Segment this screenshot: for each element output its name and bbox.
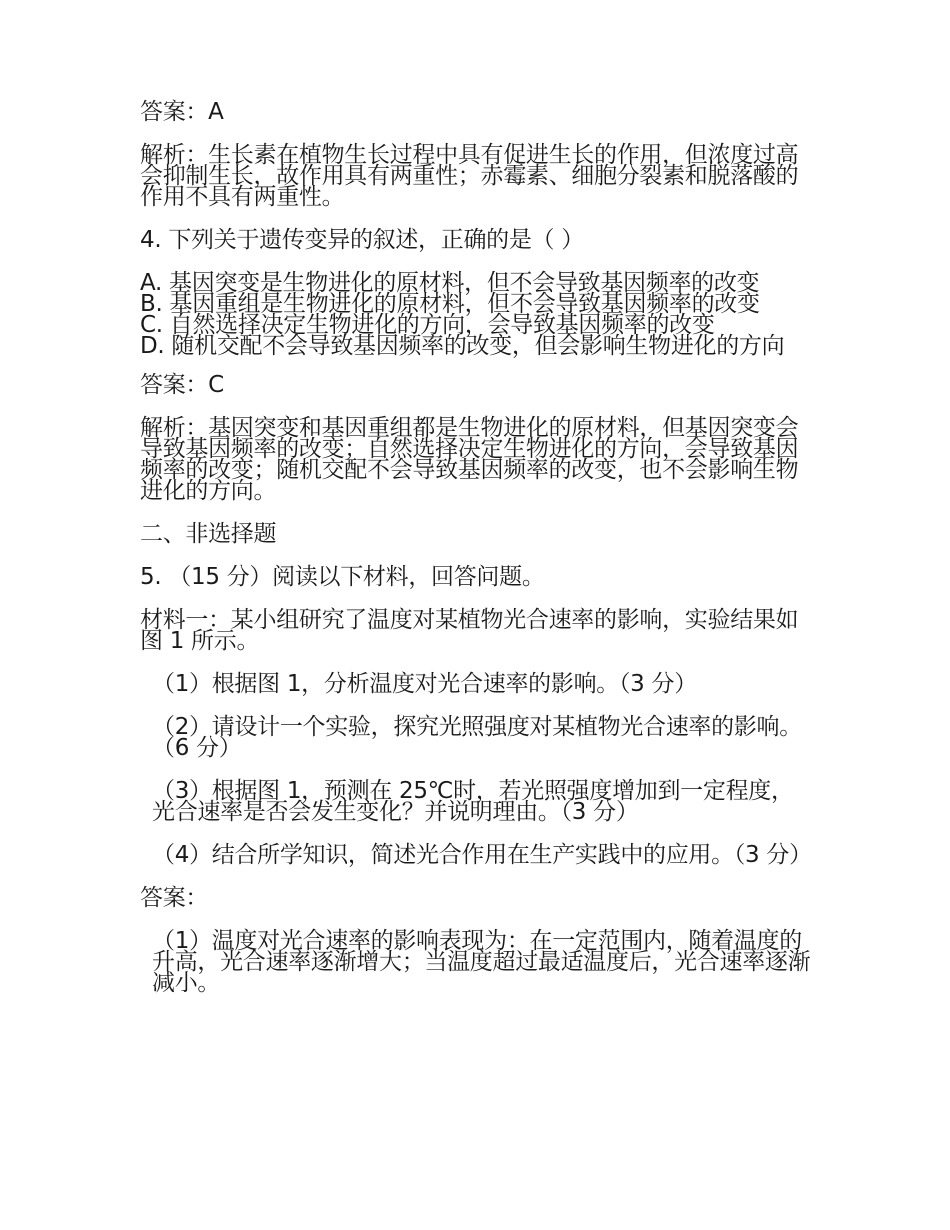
option-a: A. 基因突变是生物进化的原材料，但不会导致基因频率的改变 (140, 270, 760, 296)
subquestion-2: （2）请设计一个实验，探究光照强度对某植物光合速率的影响。（6 分） (152, 714, 802, 761)
analysis-q4: 解析：基因突变和基因重组都是生物进化的原材料，但基因突变会导致基因频率的改变；自然选择决定生物进化的方向，会导致基因频率的改变；随机交配不会导致基因频率的改变，也不会影响生物进化的方向。 (140, 415, 799, 504)
question-4-options (140, 270, 812, 359)
analysis-q3: 解析：生长素在植物生长过程中具有促进生长的作用，但浓度过高会抑制生长，故作用具有两重性；赤霉素、细胞分裂素和脱落酸的作用不具有两重性。 (140, 142, 799, 210)
answer-q5-part-1: （1）温度对光合速率的影响表现为：在一定范围内，随着温度的升高，光合速率逐渐增大；当温度超过最适温度后，光合速率逐渐减小。 (152, 928, 811, 996)
option-d: D. 随机交配不会导致基因频率的改变，但会影响生物进化的方向 (140, 333, 785, 359)
answer-q3: 答案：A (140, 99, 224, 125)
subquestion-1: （1）根据图 1，分析温度对光合速率的影响。（3 分） (152, 671, 697, 697)
answer-q4: 答案：C (140, 372, 224, 398)
question-5-material: 材料一：某小组研究了温度对某植物光合速率的影响，实验结果如图 1 所示。 (140, 607, 799, 654)
subquestion-4: （4）结合所学知识，简述光合作用在生产实践中的应用。（3 分） (152, 842, 812, 868)
page-content (140, 99, 812, 1016)
answer-label-q5: 答案： (140, 885, 209, 911)
question-5-stem: 5. （15 分）阅读以下材料，回答问题。 (140, 564, 545, 590)
question-4-stem: 4. 下列关于遗传变异的叙述，正确的是（ ） (140, 227, 584, 253)
subquestion-3: （3）根据图 1，预测在 25℃时，若光照强度增加到一定程度，光合速率是否会发生变化？并说明理由。（3 分） (152, 778, 794, 825)
option-c: C. 自然选择决定生物进化的方向，会导致基因频率的改变 (140, 312, 715, 338)
section-title: 二、非选择题 (140, 521, 277, 547)
option-b: B. 基因重组是生物进化的原材料，但不会导致基因频率的改变 (140, 291, 760, 317)
